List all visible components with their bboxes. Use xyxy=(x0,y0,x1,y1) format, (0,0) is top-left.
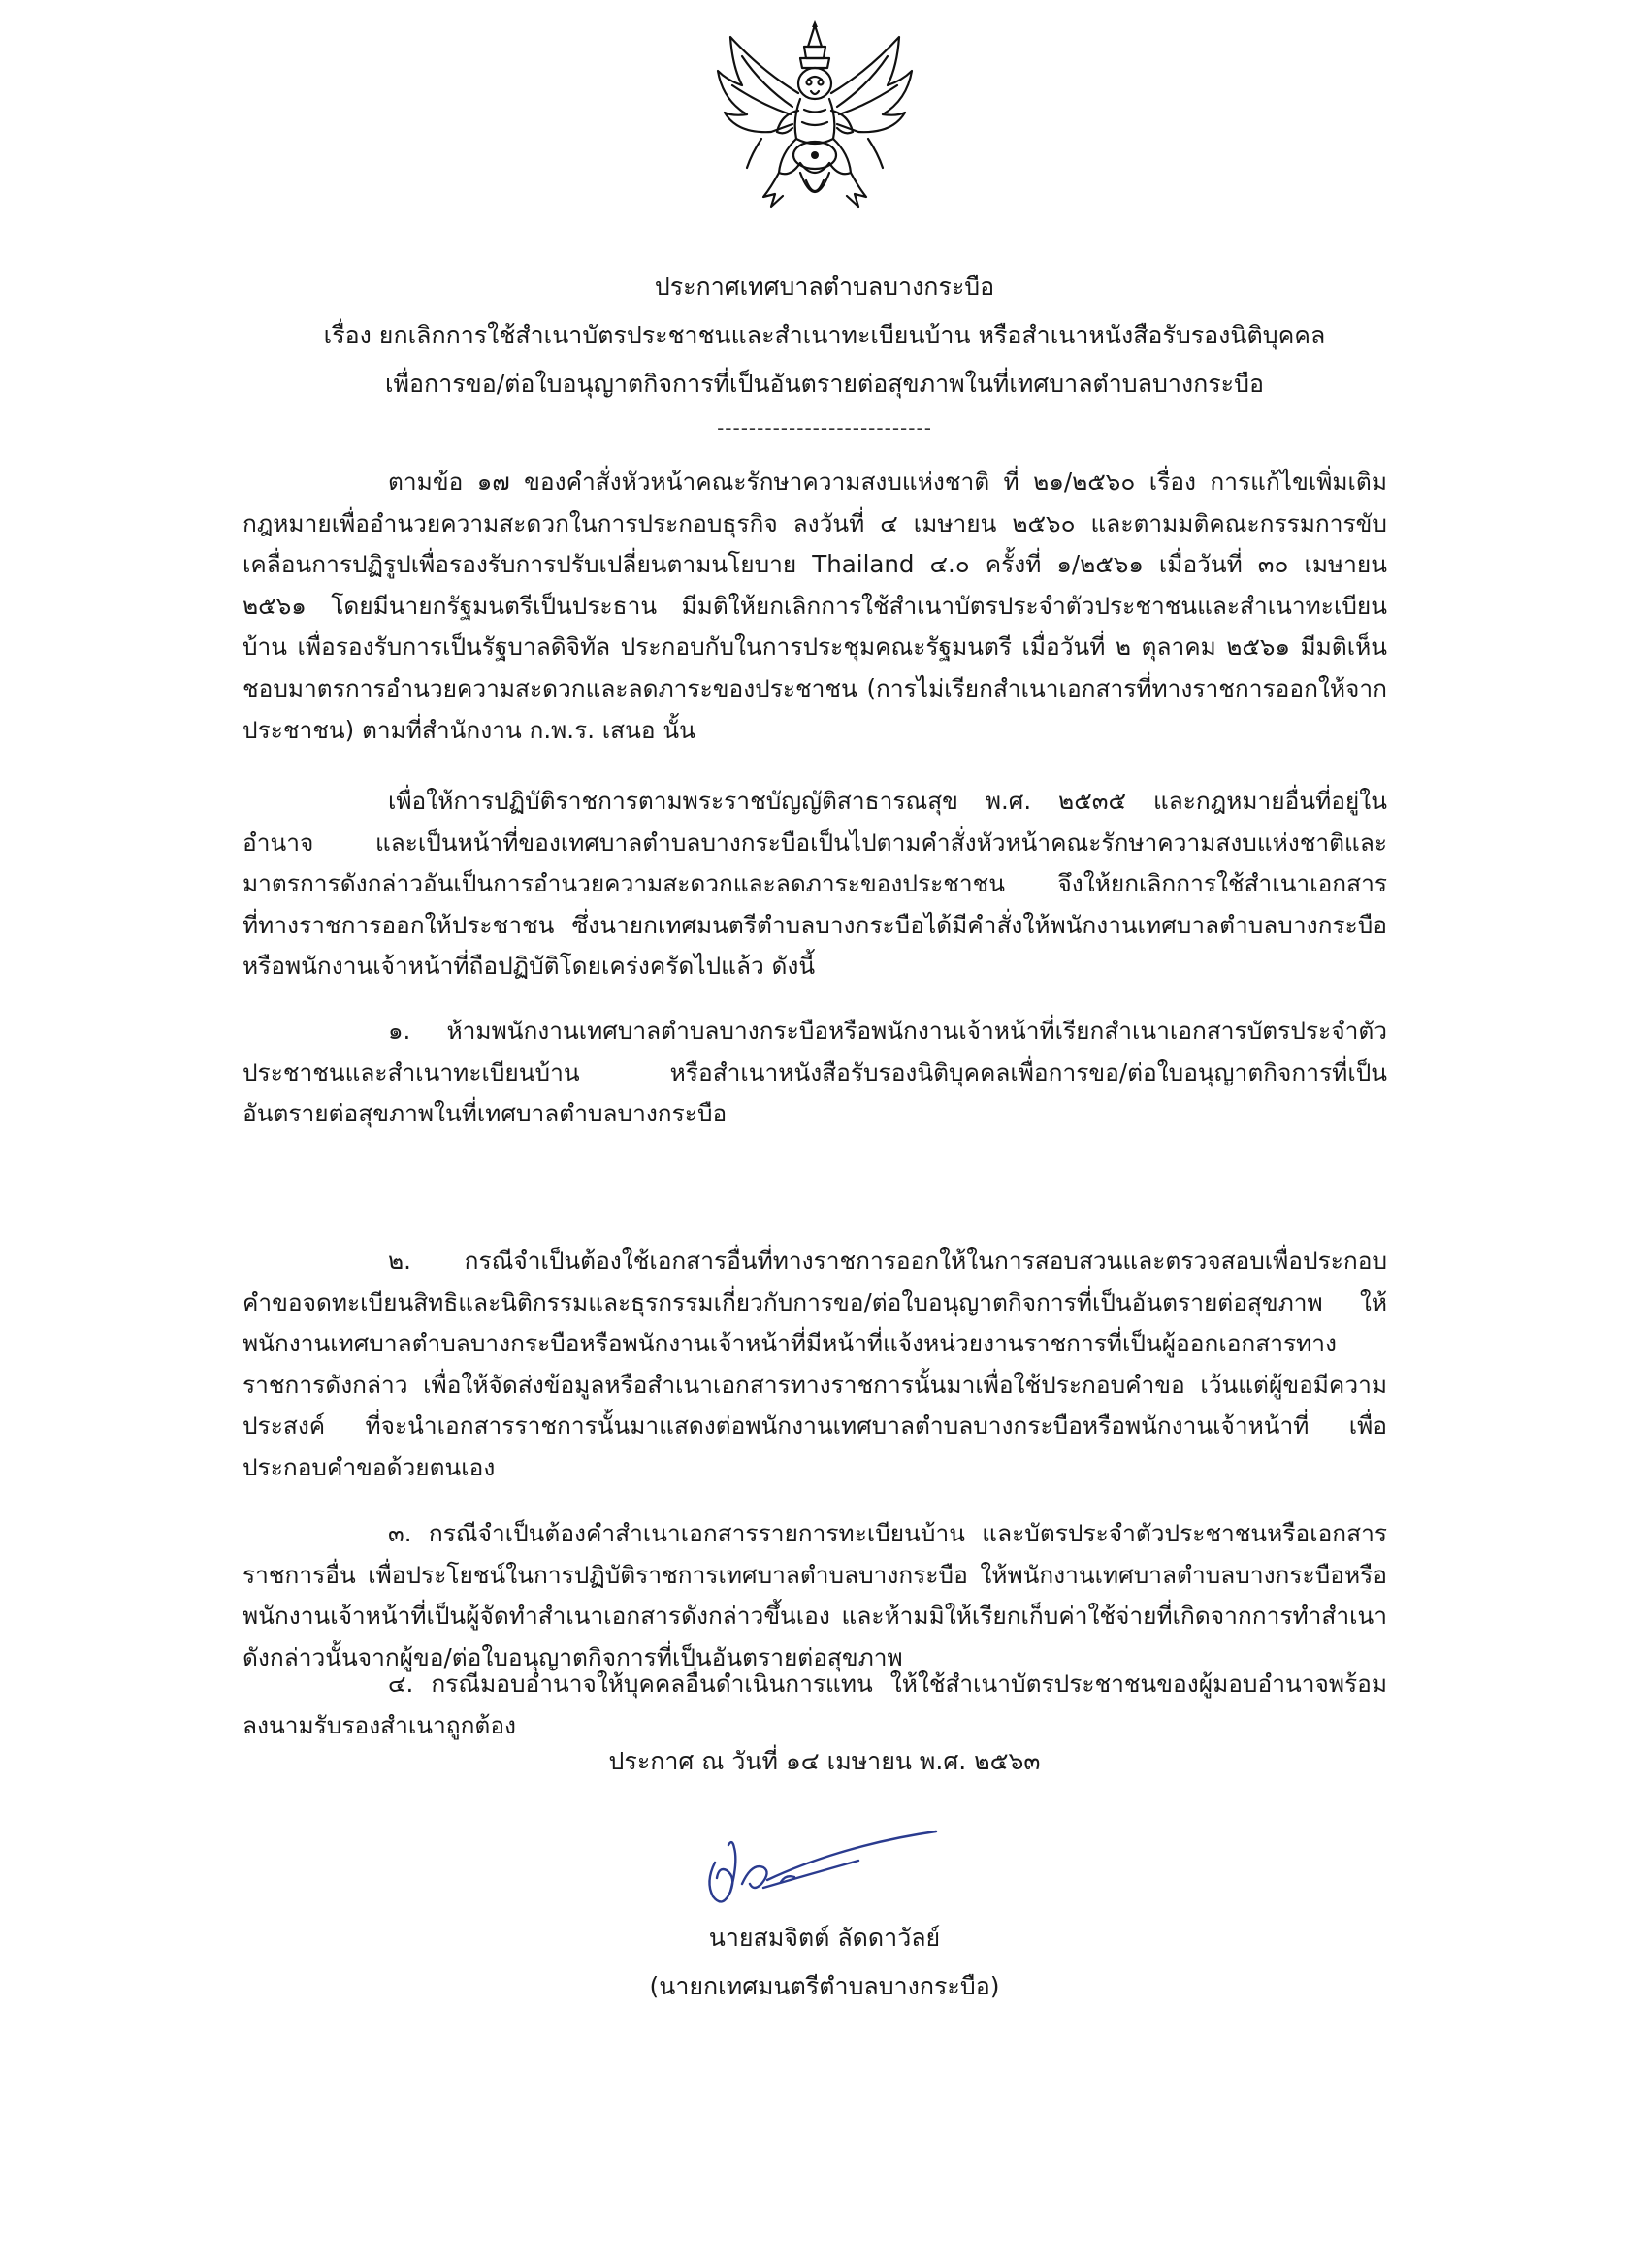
paragraph-background: ตามข้อ ๑๗ ของคำสั่งหัวหน้าคณะรักษาความสงบแห่งชาติ ที่ ๒๑/๒๕๖๐ เรื่อง การแก้ไขเพิ่มเติมกฎหมายเพื่ออำนวยความสะดวกในการประกอบธุรกิจ ลงวันที่ ๔ เมษายน ๒๕๖๐ และตามมติคณะกรรมการขับเคลื่อนการปฏิรูปเพื่อรองรับการปรับเปลี่ยนตามนโยบาย Thailand ๔.๐ ครั้งที่ ๑/๒๕๖๑ เมื่อวันที่ ๓๐ เมษายน ๒๕๖๑ โดยมีนายกรัฐมนตรีเป็นประธาน มีมติให้ยกเลิกการใช้สำเนาบัตรประจำตัวประชาชนและสำเนาทะเบียนบ้าน เพื่อรองรับการเป็นรัฐบาลดิจิทัล ประกอบกับในการประชุมคณะรัฐมนตรี เมื่อวันที่ ๒ ตุลาคม ๒๕๖๑ มีมติเห็นชอบมาตรการอำนวยความสะดวกและลดภาระของประชาชน (การไม่เรียกสำเนาเอกสารที่ทางราชการออกให้จากประชาชน) ตามที่สำนักงาน ก.พ.ร. เสนอ นั้น xyxy=(242,468,1387,744)
paragraph-item-2: ๒. กรณีจำเป็นต้องใช้เอกสารอื่นที่ทางราชการออกให้ในการสอบสวนและตรวจสอบเพื่อประกอบคำขอจดทะเบียนสิทธิและนิติกรรมและธุรกรรมเกี่ยวกับการขอ/ต่อใบอนุญาตกิจการที่เป็นอันตรายต่อสุขภาพ ให้พนักงานเทศบาลตำบลบางกระบือหรือพนักงานเจ้าหน้าที่มีหน้าที่แจ้งหน่วยงานราชการที่เป็นผู้ออกเอกสารทางราชการดังกล่าว เพื่อให้จัดส่งข้อมูลหรือสำเนาเอกสารทางราชการนั้นมาเพื่อใช้ประกอบคำขอ เว้นแต่ผู้ขอมีความประสงค์ ที่จะนำเอกสารราชการนั้นมาแสดงต่อพนักงานเทศบาลตำบลบางกระบือหรือพนักงานเจ้าหน้าที่ เพื่อประกอบคำขอด้วยตนเอง xyxy=(242,1247,1387,1481)
paragraph-purpose: เพื่อให้การปฏิบัติราชการตามพระราชบัญญัติสาธารณสุข พ.ศ. ๒๕๓๕ และกฎหมายอื่นที่อยู่ในอำนาจ และเป็นหน้าที่ของเทศบาลตำบลบางกระบือเป็นไปตามคำสั่งหัวหน้าคณะรักษาความสงบแห่งชาติและมาตรการดังกล่าวอันเป็นการอำนวยความสะดวกและลดภาระของประชาชน จึงให้ยกเลิกการใช้สำเนาเอกสารที่ทางราชการออกให้ประชาชน ซึ่งนายกเทศมนตรีตำบลบางกระบือได้มีคำสั่งให้พนักงานเทศบาลตำบลบางกระบือหรือพนักงานเจ้าหน้าที่ถือปฏิบัติโดยเคร่งครัดไปแล้ว ดังนี้ xyxy=(242,787,1387,981)
paragraph-item-4: ๔. กรณีมอบอำนาจให้บุคคลอื่นดำเนินการแทน ให้ใช้สำเนาบัตรประชาชนของผู้มอบอำนาจพร้อมลงนามรับรองสำเนาถูกต้อง xyxy=(242,1669,1387,1739)
announcement-subject-line-2: เพื่อการขอ/ต่อใบอนุญาตกิจการที่เป็นอันตรายต่อสุขภาพในที่เทศบาลตำบลบางกระบือ xyxy=(385,370,1264,398)
paragraph-item-1: ๑. ห้ามพนักงานเทศบาลตำบลบางกระบือหรือพนักงานเจ้าหน้าที่เรียกสำเนาเอกสารบัตรประจำตัวประชาชนและสำเนาทะเบียนบ้าน หรือสำเนาหนังสือรับรองนิติบุคคลเพื่อการขอ/ต่อใบอนุญาตกิจการที่เป็นอันตรายต่อสุขภาพในที่เทศบาลตำบลบางกระบือ xyxy=(242,1017,1387,1128)
paragraph-item-3: ๓. กรณีจำเป็นต้องคำสำเนาเอกสารรายการทะเบียนบ้าน และบัตรประจำตัวประชาชนหรือเอกสารราชการอื่น เพื่อประโยชน์ในการปฏิบัติราชการเทศบาลตำบลบางกระบือ ให้พนักงานเทศบาลตำบลบางกระบือหรือพนักงานเจ้าหน้าที่เป็นผู้จัดทำสำเนาเอกสารดังกล่าวขึ้นเอง และห้ามมิให้เรียกเก็บค่าใช้จ่ายที่เกิดจากการทำสำเนาดังกล่าวนั้นจากผู้ขอ/ต่อใบอนุญาตกิจการที่เป็นอันตรายต่อสุขภาพ xyxy=(242,1519,1387,1671)
announcement-subject-line-1: เรื่อง ยกเลิกการใช้สำเนาบัตรประชาชนและสำเนาทะเบียนบ้าน หรือสำเนาหนังสือรับรองนิติบุคคล xyxy=(323,321,1326,349)
announcement-date: ประกาศ ณ วันที่ ๑๔ เมษายน พ.ศ. ๒๕๖๓ xyxy=(608,1747,1041,1775)
announcement-org-title: ประกาศเทศบาลตำบลบางกระบือ xyxy=(654,273,995,301)
signer-position: (นายกเทศมนตรีตำบลบางกระบือ) xyxy=(649,1972,1000,2000)
heading-separator: --------------------------- xyxy=(717,416,932,439)
signer-name: นายสมจิตต์ ลัดดาวัลย์ xyxy=(708,1924,941,1952)
handwritten-signature-icon xyxy=(694,1824,946,1916)
garuda-emblem-icon xyxy=(703,17,926,226)
